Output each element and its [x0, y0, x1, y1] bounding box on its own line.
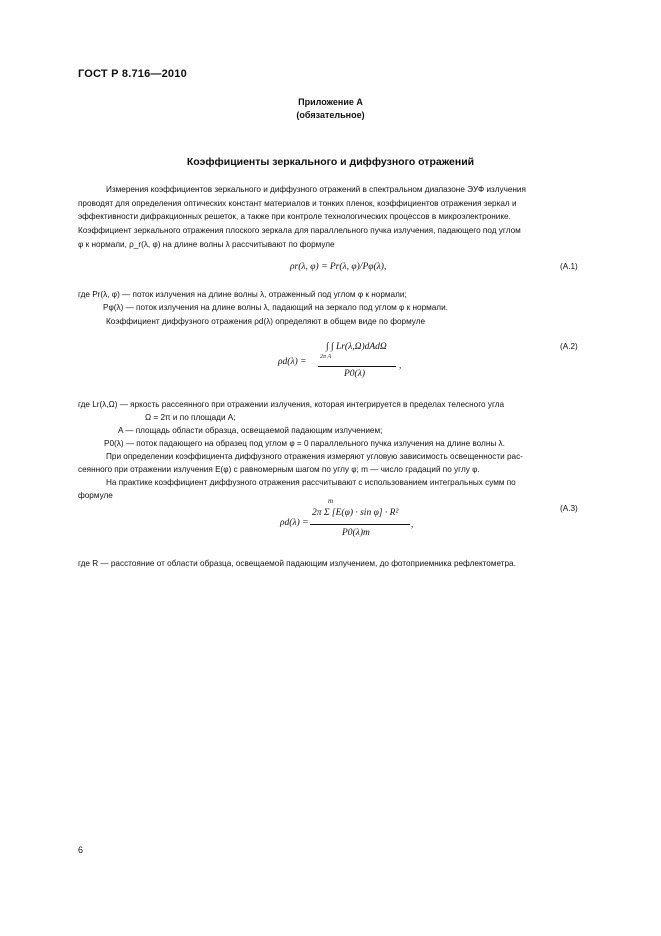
paragraph-line: При определении коэффициента диффузного отражения измеряют угловую зависимость освещенности рас-	[106, 452, 523, 461]
definition-line: Коэффициент диффузного отражения ρd(λ) определяют в общем виде по формуле	[106, 317, 426, 326]
equation-a2-lhs: ρd(λ) =	[278, 357, 307, 367]
appendix-status: (обязательное)	[296, 110, 365, 120]
definition-line: где Pr(λ, φ) — поток излучения на длине волны λ, отраженный под углом φ к нормали;	[78, 290, 407, 299]
definition-line: P0(λ) — поток падающего на образец под углом φ = 0 параллельного пучка излучения на длине волны λ.	[104, 439, 505, 448]
intro-line: φ к нормали, ρ_r(λ, φ) на длине волны λ рассчитывают по формуле	[78, 240, 335, 249]
paragraph-line: сеянного при отражении излучения E(φ) с равномерным шагом по углу φ; m — число градаций по углу φ.	[78, 465, 480, 474]
equation-a2-limits: 2π A	[320, 354, 332, 360]
fraction-bar	[318, 366, 396, 367]
equation-a3-sum-upper: m	[328, 497, 334, 505]
equation-a3-comma: ,	[411, 520, 414, 530]
intro-line: проводят для определения оптических констант материалов и тонких пленок, коэффициентов отражения зеркал и	[78, 199, 517, 208]
definition-line: Pφ(λ) — поток излучения на длине волны λ, падающий на зеркало под углом φ к нормали.	[103, 303, 448, 312]
equation-a3-denominator: P0(λ)m	[342, 528, 370, 538]
intro-line: эффективности дифракционных решеток, а также при контроле технологических процессов в микроэлектронике.	[78, 212, 511, 221]
section-title: Коэффициенты зеркального и диффузного отражений	[186, 156, 475, 168]
document-code: ГОСТ Р 8.716—2010	[78, 68, 187, 80]
intro-line: Коэффициент зеркального отражения плоского зеркала для параллельного пучка излучения, падающего под углом	[78, 226, 521, 235]
definition-line: Ω = 2π и по площади A;	[145, 413, 236, 422]
equation-number-a1: (A.1)	[560, 262, 578, 271]
equation-a2-denominator: P0(λ)	[344, 369, 365, 379]
fraction-bar	[310, 524, 410, 525]
appendix-label: Приложение А	[298, 97, 363, 107]
equation-number-a2: (A.2)	[560, 342, 578, 351]
definition-line: A — площадь области образца, освещаемой падающим излучением;	[118, 426, 383, 435]
equation-number-a3: (A.3)	[560, 504, 578, 513]
equation-a1: ρr(λ, φ) = Pr(λ, φ)/Pφ(λ),	[290, 262, 387, 272]
paragraph-line: На практике коэффициент диффузного отражения рассчитывают с использованием интегральных сумм по	[106, 478, 516, 487]
paragraph-line: формуле	[78, 491, 113, 500]
equation-a2-integral: ∫ ∫ Lr(λ,Ω)dAdΩ	[326, 342, 387, 352]
definition-line: где R — расстояние от области образца, освещаемой падающим излучением, до фотоприемника рефлектометра.	[78, 559, 516, 568]
definition-line: где Lr(λ,Ω) — яркость рассеянного при отражении излучения, которая интегрируется в пределах телесного угла	[78, 400, 505, 409]
page-number: 6	[78, 845, 84, 855]
equation-a3-lhs: ρd(λ) =	[280, 518, 309, 528]
equation-a2-comma: ,	[399, 361, 402, 371]
equation-a3-numerator: 2π Σ [E(φ) · sin φ] · R²	[312, 508, 399, 518]
intro-line: Измерения коэффициентов зеркального и диффузного отражений в спектральном диапазоне ЭУФ излучения	[106, 185, 526, 194]
